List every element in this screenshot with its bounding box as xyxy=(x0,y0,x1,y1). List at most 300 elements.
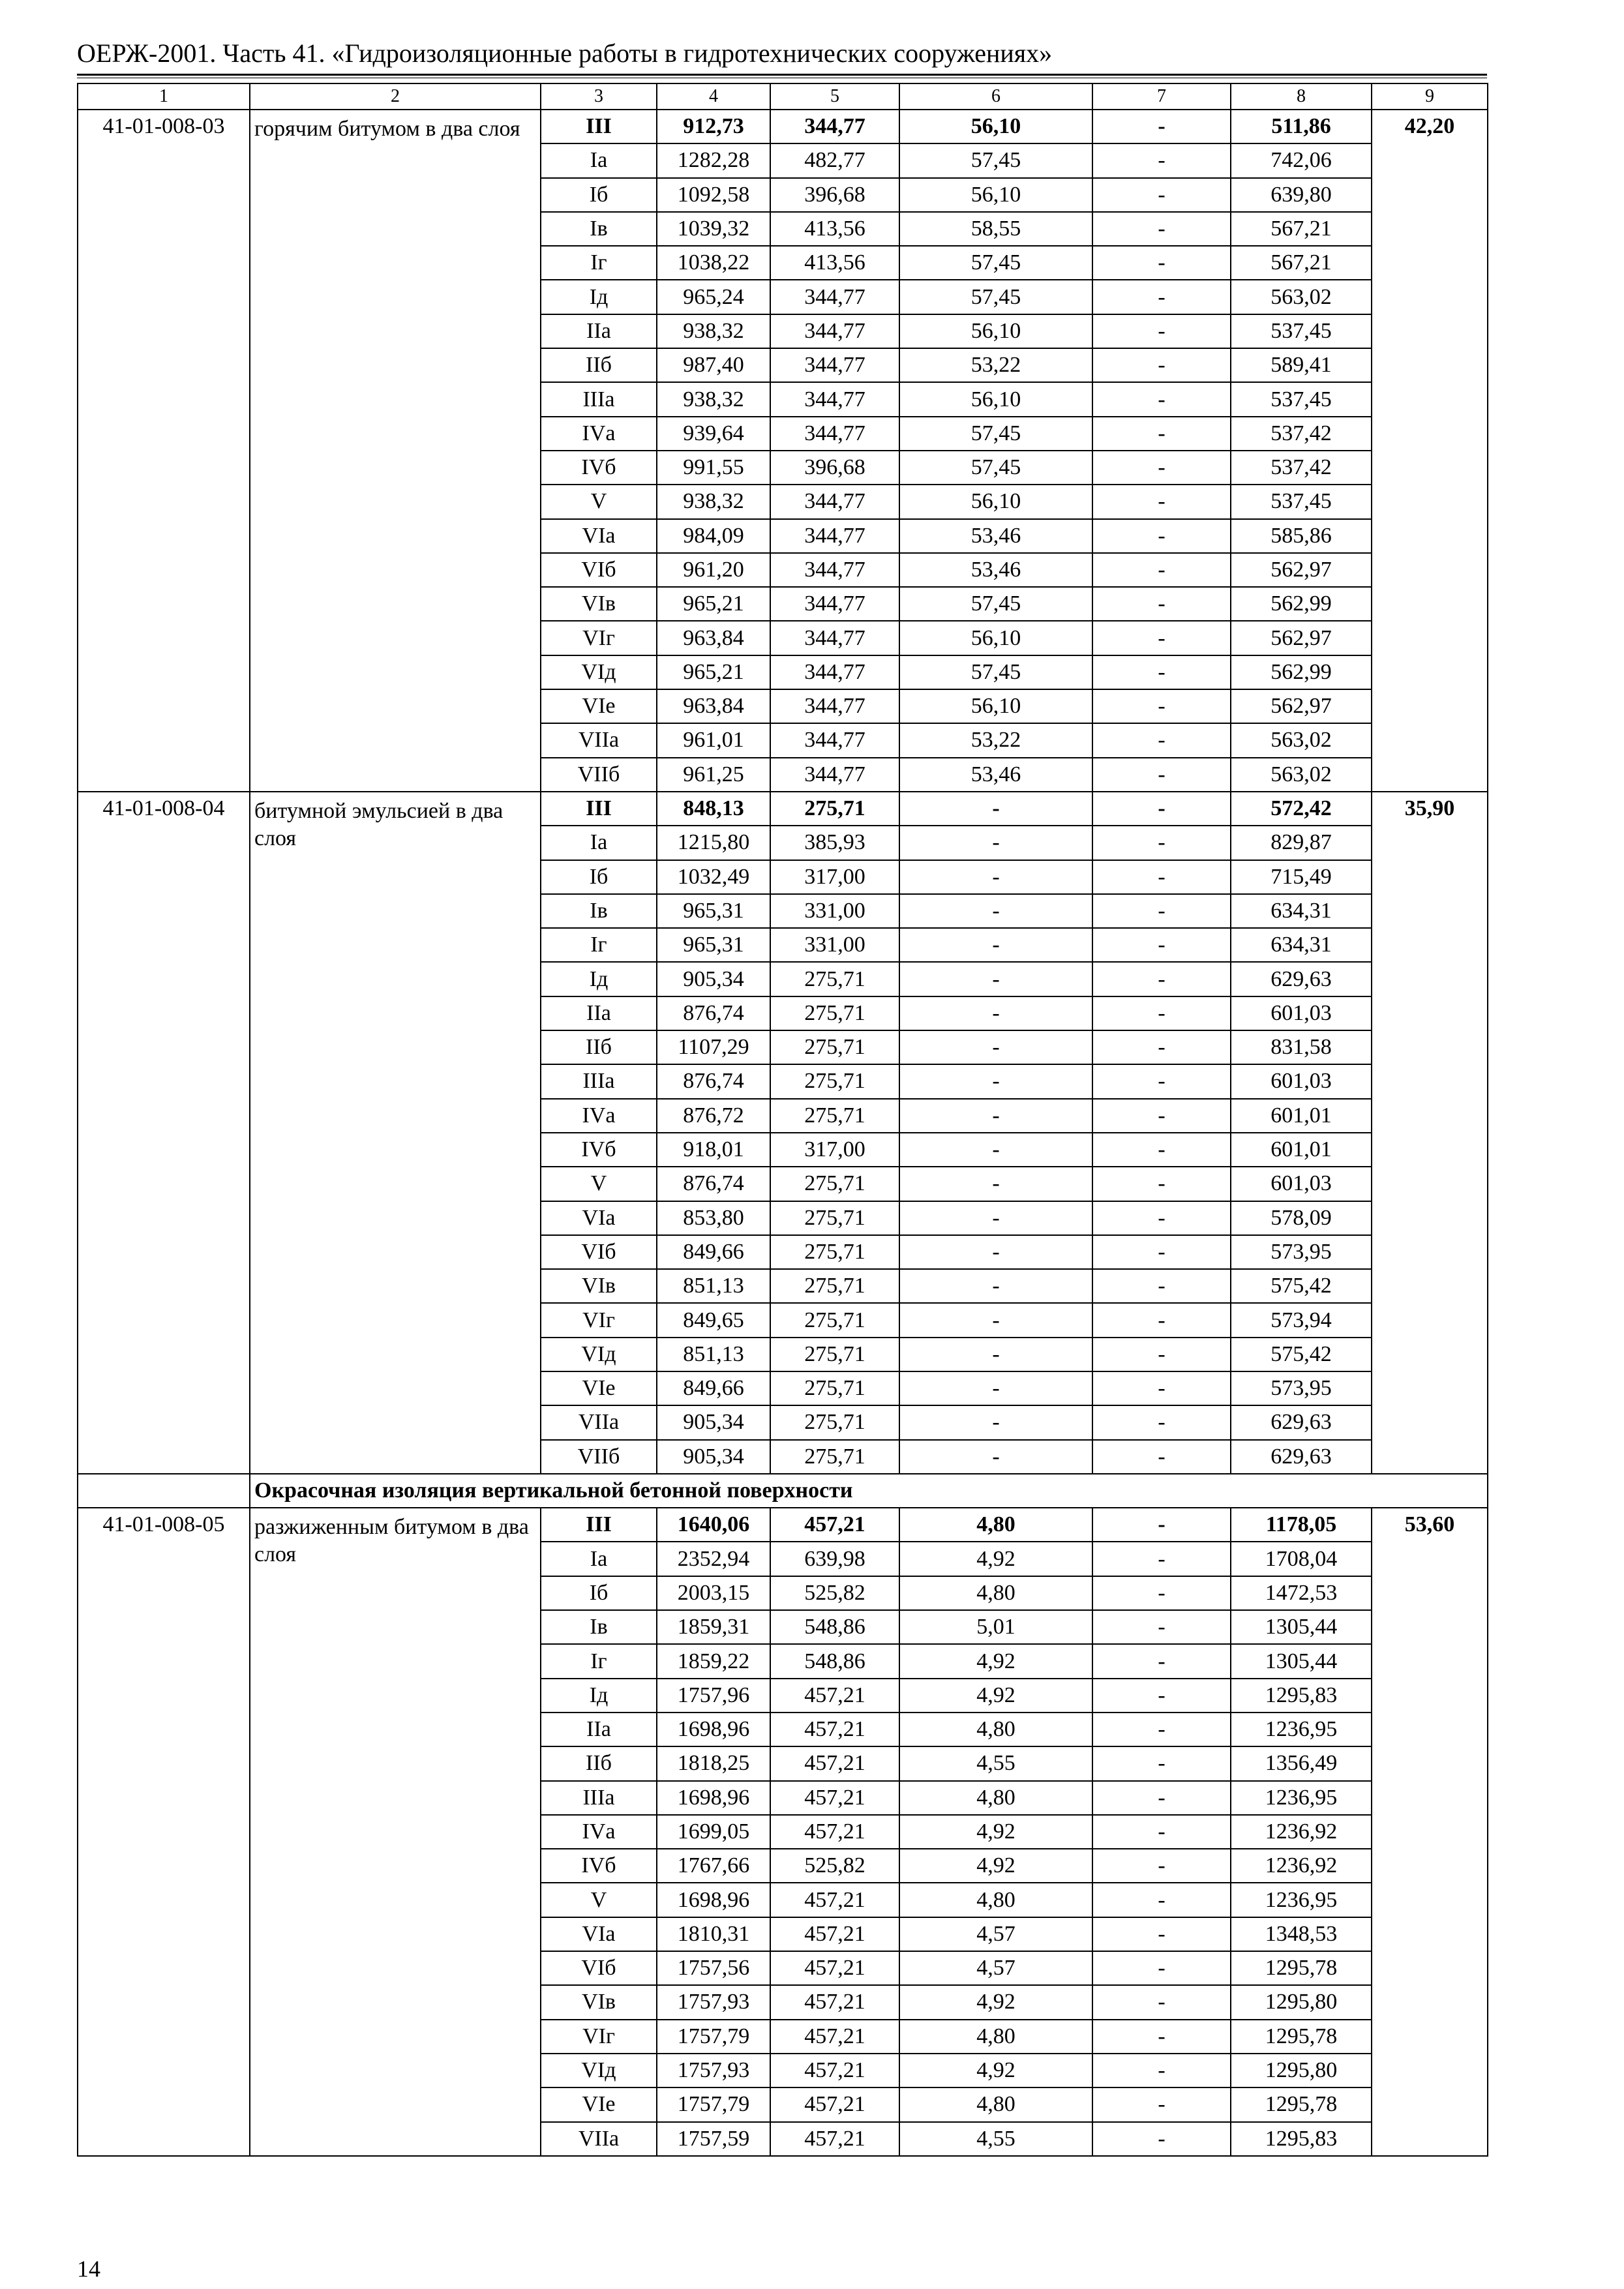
materials-cell: 589,41 xyxy=(1231,348,1372,382)
zone-cell: Iд xyxy=(541,280,657,314)
zone-cell: Iв xyxy=(541,212,657,246)
total-cost-cell: 1032,49 xyxy=(657,860,770,894)
wages-cell: 396,68 xyxy=(770,178,899,212)
total-cost-cell: 965,31 xyxy=(657,894,770,928)
materials-cell: 1472,53 xyxy=(1231,1576,1372,1610)
wages-cell: 275,71 xyxy=(770,1371,899,1405)
machinists-wages-cell: - xyxy=(1092,962,1231,996)
machines-cell: 4,92 xyxy=(899,2054,1092,2087)
rate-row-main xyxy=(78,792,1488,826)
zone-cell: VIв xyxy=(541,587,657,621)
machinists-wages-cell: - xyxy=(1092,1167,1231,1201)
materials-cell: 562,97 xyxy=(1231,689,1372,723)
wages-cell: 344,77 xyxy=(770,553,899,587)
wages-cell: 457,21 xyxy=(770,2087,899,2121)
machines-cell: - xyxy=(899,962,1092,996)
zone-cell: IVб xyxy=(541,451,657,485)
wages-cell: 457,21 xyxy=(770,1508,899,1542)
total-cost-cell: 1757,59 xyxy=(657,2122,770,2156)
wages-cell: 275,71 xyxy=(770,1201,899,1235)
zone-cell: VIIа xyxy=(541,1405,657,1439)
materials-cell: 1295,80 xyxy=(1231,2054,1372,2087)
total-cost-cell: 2003,15 xyxy=(657,1576,770,1610)
zone-cell: VIе xyxy=(541,689,657,723)
machines-cell: - xyxy=(899,1269,1092,1303)
materials-cell: 573,95 xyxy=(1231,1235,1372,1269)
rate-row-main xyxy=(78,1508,1488,1542)
wages-cell: 275,71 xyxy=(770,1440,899,1474)
total-cost-cell: 876,74 xyxy=(657,996,770,1030)
materials-cell: 1236,92 xyxy=(1231,1849,1372,1883)
machinists-wages-cell: - xyxy=(1092,382,1231,416)
wages-cell: 344,77 xyxy=(770,519,899,553)
materials-cell: 601,03 xyxy=(1231,1167,1372,1201)
wages-cell: 457,21 xyxy=(770,2054,899,2087)
materials-cell: 1708,04 xyxy=(1231,1542,1372,1576)
zone-cell: Iв xyxy=(541,1610,657,1644)
machinists-wages-cell: - xyxy=(1092,1440,1231,1474)
materials-cell: 1295,80 xyxy=(1231,1985,1372,2019)
wages-cell: 344,77 xyxy=(770,758,899,792)
machines-cell: 57,45 xyxy=(899,451,1092,485)
wages-cell: 548,86 xyxy=(770,1610,899,1644)
total-cost-cell: 984,09 xyxy=(657,519,770,553)
total-cost-cell: 853,80 xyxy=(657,1201,770,1235)
zone-cell: IVа xyxy=(541,1815,657,1849)
machinists-wages-cell: - xyxy=(1092,1133,1231,1167)
total-cost-cell: 965,21 xyxy=(657,655,770,689)
zone-cell: Iа xyxy=(541,143,657,177)
wages-cell: 344,77 xyxy=(770,485,899,518)
total-cost-cell: 1092,58 xyxy=(657,178,770,212)
rate-code: 41-01-008-04 xyxy=(78,792,250,1474)
wages-cell: 525,82 xyxy=(770,1576,899,1610)
materials-cell: 601,01 xyxy=(1231,1099,1372,1133)
total-cost-cell: 1757,93 xyxy=(657,1985,770,2019)
rate-row-main xyxy=(78,110,1488,143)
wages-cell: 457,21 xyxy=(770,1781,899,1815)
machines-cell: 56,10 xyxy=(899,621,1092,655)
wages-cell: 275,71 xyxy=(770,792,899,826)
zone-cell: IIIа xyxy=(541,1781,657,1815)
machines-cell: 4,55 xyxy=(899,2122,1092,2156)
zone-cell: VIIб xyxy=(541,758,657,792)
machines-cell: 57,45 xyxy=(899,587,1092,621)
materials-cell: 1295,83 xyxy=(1231,2122,1372,2156)
machinists-wages-cell: - xyxy=(1092,246,1231,280)
table-body xyxy=(78,83,1488,2156)
machines-cell: 58,55 xyxy=(899,212,1092,246)
materials-cell: 1305,44 xyxy=(1231,1644,1372,1678)
wages-cell: 548,86 xyxy=(770,1644,899,1678)
materials-cell: 573,94 xyxy=(1231,1303,1372,1337)
wages-cell: 331,00 xyxy=(770,894,899,928)
machines-cell: 56,10 xyxy=(899,314,1092,348)
zone-cell: VIе xyxy=(541,1371,657,1405)
wages-cell: 344,77 xyxy=(770,417,899,451)
machinists-wages-cell: - xyxy=(1092,1099,1231,1133)
zone-cell: Iд xyxy=(541,1679,657,1713)
machinists-wages-cell: - xyxy=(1092,723,1231,757)
machinists-wages-cell: - xyxy=(1092,1644,1231,1678)
materials-cell: 585,86 xyxy=(1231,519,1372,553)
wages-cell: 344,77 xyxy=(770,587,899,621)
zone-cell: VIб xyxy=(541,1235,657,1269)
wages-cell: 396,68 xyxy=(770,451,899,485)
labor-cost-cell: 35,90 xyxy=(1372,792,1488,1474)
zone-cell: VIб xyxy=(541,1951,657,1985)
zone-cell: IVа xyxy=(541,1099,657,1133)
wages-cell: 457,21 xyxy=(770,1985,899,2019)
materials-cell: 537,42 xyxy=(1231,451,1372,485)
column-number: 2 xyxy=(250,83,541,110)
wages-cell: 275,71 xyxy=(770,1030,899,1064)
wages-cell: 275,71 xyxy=(770,1235,899,1269)
total-cost-cell: 2352,94 xyxy=(657,1542,770,1576)
zone-cell: VIа xyxy=(541,1201,657,1235)
zone-cell: IIб xyxy=(541,1030,657,1064)
materials-cell: 511,86 xyxy=(1231,110,1372,143)
machines-cell: 56,10 xyxy=(899,689,1092,723)
materials-cell: 563,02 xyxy=(1231,758,1372,792)
total-cost-cell: 1640,06 xyxy=(657,1508,770,1542)
machinists-wages-cell: - xyxy=(1092,621,1231,655)
total-cost-cell: 876,74 xyxy=(657,1064,770,1098)
machinists-wages-cell: - xyxy=(1092,1746,1231,1780)
machinists-wages-cell: - xyxy=(1092,792,1231,826)
total-cost-cell: 938,32 xyxy=(657,485,770,518)
zone-cell: V xyxy=(541,485,657,518)
materials-cell: 1305,44 xyxy=(1231,1610,1372,1644)
machinists-wages-cell: - xyxy=(1092,689,1231,723)
machinists-wages-cell: - xyxy=(1092,1338,1231,1371)
materials-cell: 715,49 xyxy=(1231,860,1372,894)
wages-cell: 457,21 xyxy=(770,1679,899,1713)
wages-cell: 344,77 xyxy=(770,723,899,757)
total-cost-cell: 1282,28 xyxy=(657,143,770,177)
materials-cell: 575,42 xyxy=(1231,1269,1372,1303)
machines-cell: - xyxy=(899,826,1092,860)
zone-cell: IIб xyxy=(541,1746,657,1780)
machines-cell: - xyxy=(899,1303,1092,1337)
materials-cell: 537,45 xyxy=(1231,485,1372,518)
section-title: Окрасочная изоляция вертикальной бетонной поверхности xyxy=(250,1474,1488,1508)
total-cost-cell: 918,01 xyxy=(657,1133,770,1167)
zone-cell: Iг xyxy=(541,246,657,280)
machines-cell: - xyxy=(899,1338,1092,1371)
machines-cell: - xyxy=(899,1440,1092,1474)
machinists-wages-cell: - xyxy=(1092,894,1231,928)
machines-cell: 56,10 xyxy=(899,382,1092,416)
materials-cell: 1295,83 xyxy=(1231,1679,1372,1713)
page-number: 14 xyxy=(77,2256,100,2282)
column-number: 9 xyxy=(1372,83,1488,110)
materials-cell: 563,02 xyxy=(1231,280,1372,314)
wages-cell: 344,77 xyxy=(770,689,899,723)
machinists-wages-cell: - xyxy=(1092,587,1231,621)
total-cost-cell: 912,73 xyxy=(657,110,770,143)
machines-cell: - xyxy=(899,1099,1092,1133)
wages-cell: 317,00 xyxy=(770,1133,899,1167)
machinists-wages-cell: - xyxy=(1092,1508,1231,1542)
total-cost-cell: 849,65 xyxy=(657,1303,770,1337)
machines-cell: 4,92 xyxy=(899,1679,1092,1713)
machines-cell: - xyxy=(899,1133,1092,1167)
total-cost-cell: 876,72 xyxy=(657,1099,770,1133)
materials-cell: 575,42 xyxy=(1231,1338,1372,1371)
labor-cost-cell: 53,60 xyxy=(1372,1508,1488,2156)
materials-cell: 562,97 xyxy=(1231,621,1372,655)
zone-cell: Iг xyxy=(541,1644,657,1678)
materials-cell: 601,01 xyxy=(1231,1133,1372,1167)
page-header: ОЕРЖ-2001. Часть 41. «Гидроизоляционные работы в гидротехнических сооружениях» xyxy=(77,38,1053,68)
total-cost-cell: 1039,32 xyxy=(657,212,770,246)
materials-cell: 562,99 xyxy=(1231,587,1372,621)
zone-cell: IVа xyxy=(541,417,657,451)
total-cost-cell: 1107,29 xyxy=(657,1030,770,1064)
column-number: 5 xyxy=(770,83,899,110)
machines-cell: - xyxy=(899,860,1092,894)
wages-cell: 344,77 xyxy=(770,110,899,143)
zone-cell: Iб xyxy=(541,860,657,894)
machinists-wages-cell: - xyxy=(1092,451,1231,485)
total-cost-cell: 848,13 xyxy=(657,792,770,826)
wages-cell: 413,56 xyxy=(770,246,899,280)
header-rule-thick xyxy=(77,74,1487,76)
machinists-wages-cell: - xyxy=(1092,1371,1231,1405)
wages-cell: 275,71 xyxy=(770,1303,899,1337)
machines-cell: 57,45 xyxy=(899,143,1092,177)
zone-cell: Iв xyxy=(541,894,657,928)
materials-cell: 537,42 xyxy=(1231,417,1372,451)
machines-cell: 4,80 xyxy=(899,1713,1092,1746)
machines-cell: 57,45 xyxy=(899,655,1092,689)
machines-cell: - xyxy=(899,1064,1092,1098)
machinists-wages-cell: - xyxy=(1092,1576,1231,1610)
materials-cell: 742,06 xyxy=(1231,143,1372,177)
machinists-wages-cell: - xyxy=(1092,519,1231,553)
total-cost-cell: 1859,22 xyxy=(657,1644,770,1678)
machinists-wages-cell: - xyxy=(1092,1542,1231,1576)
machinists-wages-cell: - xyxy=(1092,1030,1231,1064)
rate-name: разжиженным битумом в два слоя xyxy=(250,1508,541,2156)
zone-cell: VIг xyxy=(541,1303,657,1337)
total-cost-cell: 1215,80 xyxy=(657,826,770,860)
machines-cell: 4,57 xyxy=(899,1917,1092,1951)
zone-cell: VIд xyxy=(541,2054,657,2087)
section-gap xyxy=(78,1474,250,1508)
zone-cell: Iб xyxy=(541,1576,657,1610)
total-cost-cell: 1757,79 xyxy=(657,2087,770,2121)
zone-cell: VIв xyxy=(541,1269,657,1303)
machinists-wages-cell: - xyxy=(1092,860,1231,894)
total-cost-cell: 849,66 xyxy=(657,1371,770,1405)
materials-cell: 1356,49 xyxy=(1231,1746,1372,1780)
machinists-wages-cell: - xyxy=(1092,1917,1231,1951)
wages-cell: 457,21 xyxy=(770,1917,899,1951)
total-cost-cell: 963,84 xyxy=(657,689,770,723)
total-cost-cell: 1757,96 xyxy=(657,1679,770,1713)
column-number: 8 xyxy=(1231,83,1372,110)
total-cost-cell: 965,31 xyxy=(657,928,770,962)
total-cost-cell: 1757,79 xyxy=(657,2020,770,2054)
machines-cell: - xyxy=(899,1201,1092,1235)
materials-cell: 639,80 xyxy=(1231,178,1372,212)
wages-cell: 275,71 xyxy=(770,1167,899,1201)
machines-cell: 4,80 xyxy=(899,1576,1092,1610)
wages-cell: 331,00 xyxy=(770,928,899,962)
total-cost-cell: 965,24 xyxy=(657,280,770,314)
column-number-row xyxy=(78,83,1488,110)
machines-cell: 56,10 xyxy=(899,485,1092,518)
materials-cell: 601,03 xyxy=(1231,996,1372,1030)
machines-cell: 57,45 xyxy=(899,417,1092,451)
wages-cell: 275,71 xyxy=(770,1099,899,1133)
machines-cell: 4,80 xyxy=(899,2020,1092,2054)
wages-cell: 275,71 xyxy=(770,962,899,996)
zone-cell: III xyxy=(541,792,657,826)
wages-cell: 344,77 xyxy=(770,314,899,348)
wages-cell: 639,98 xyxy=(770,1542,899,1576)
machinists-wages-cell: - xyxy=(1092,178,1231,212)
zone-cell: IIа xyxy=(541,314,657,348)
machines-cell: - xyxy=(899,1167,1092,1201)
total-cost-cell: 961,01 xyxy=(657,723,770,757)
machinists-wages-cell: - xyxy=(1092,280,1231,314)
labor-cost-cell: 42,20 xyxy=(1372,110,1488,792)
machinists-wages-cell: - xyxy=(1092,212,1231,246)
machines-cell: 53,22 xyxy=(899,348,1092,382)
rate-code: 41-01-008-03 xyxy=(78,110,250,792)
materials-cell: 567,21 xyxy=(1231,246,1372,280)
zone-cell: VIг xyxy=(541,621,657,655)
total-cost-cell: 851,13 xyxy=(657,1338,770,1371)
machines-cell: 53,22 xyxy=(899,723,1092,757)
total-cost-cell: 961,20 xyxy=(657,553,770,587)
total-cost-cell: 1810,31 xyxy=(657,1917,770,1951)
machinists-wages-cell: - xyxy=(1092,110,1231,143)
materials-cell: 1295,78 xyxy=(1231,2020,1372,2054)
machines-cell: - xyxy=(899,792,1092,826)
total-cost-cell: 1698,96 xyxy=(657,1781,770,1815)
wages-cell: 275,71 xyxy=(770,1338,899,1371)
total-cost-cell: 1767,66 xyxy=(657,1849,770,1883)
total-cost-cell: 1757,56 xyxy=(657,1951,770,1985)
machines-cell: 4,80 xyxy=(899,1883,1092,1917)
machines-cell: 4,55 xyxy=(899,1746,1092,1780)
zone-cell: Iа xyxy=(541,1542,657,1576)
zone-cell: Iа xyxy=(541,826,657,860)
zone-cell: VIIа xyxy=(541,2122,657,2156)
wages-cell: 482,77 xyxy=(770,143,899,177)
total-cost-cell: 1698,96 xyxy=(657,1713,770,1746)
wages-cell: 457,21 xyxy=(770,1746,899,1780)
machines-cell: 5,01 xyxy=(899,1610,1092,1644)
materials-cell: 1236,95 xyxy=(1231,1883,1372,1917)
materials-cell: 578,09 xyxy=(1231,1201,1372,1235)
machinists-wages-cell: - xyxy=(1092,553,1231,587)
zone-cell: IVб xyxy=(541,1849,657,1883)
machinists-wages-cell: - xyxy=(1092,1883,1231,1917)
materials-cell: 629,63 xyxy=(1231,962,1372,996)
machinists-wages-cell: - xyxy=(1092,826,1231,860)
wages-cell: 275,71 xyxy=(770,996,899,1030)
materials-cell: 831,58 xyxy=(1231,1030,1372,1064)
column-number: 1 xyxy=(78,83,250,110)
machinists-wages-cell: - xyxy=(1092,485,1231,518)
materials-cell: 1178,05 xyxy=(1231,1508,1372,1542)
wages-cell: 275,71 xyxy=(770,1269,899,1303)
total-cost-cell: 963,84 xyxy=(657,621,770,655)
column-number: 7 xyxy=(1092,83,1231,110)
zone-cell: VIа xyxy=(541,1917,657,1951)
wages-cell: 413,56 xyxy=(770,212,899,246)
total-cost-cell: 1699,05 xyxy=(657,1815,770,1849)
materials-cell: 634,31 xyxy=(1231,928,1372,962)
machines-cell: - xyxy=(899,1235,1092,1269)
column-number: 6 xyxy=(899,83,1092,110)
machines-cell: - xyxy=(899,1371,1092,1405)
machines-cell: - xyxy=(899,996,1092,1030)
wages-cell: 457,21 xyxy=(770,1815,899,1849)
zone-cell: V xyxy=(541,1167,657,1201)
machines-cell: 4,80 xyxy=(899,2087,1092,2121)
materials-cell: 563,02 xyxy=(1231,723,1372,757)
section-row xyxy=(78,1474,1488,1508)
wages-cell: 457,21 xyxy=(770,2020,899,2054)
zone-cell: VIIа xyxy=(541,723,657,757)
machinists-wages-cell: - xyxy=(1092,1713,1231,1746)
zone-cell: Iб xyxy=(541,178,657,212)
materials-cell: 1236,95 xyxy=(1231,1713,1372,1746)
zone-cell: IIа xyxy=(541,996,657,1030)
zone-cell: VIа xyxy=(541,519,657,553)
total-cost-cell: 938,32 xyxy=(657,382,770,416)
machinists-wages-cell: - xyxy=(1092,1405,1231,1439)
zone-cell: III xyxy=(541,1508,657,1542)
total-cost-cell: 939,64 xyxy=(657,417,770,451)
rate-name: битумной эмульсией в два слоя xyxy=(250,792,541,1474)
zone-cell: VIв xyxy=(541,1985,657,2019)
machinists-wages-cell: - xyxy=(1092,1781,1231,1815)
machinists-wages-cell: - xyxy=(1092,655,1231,689)
machines-cell: - xyxy=(899,1405,1092,1439)
machinists-wages-cell: - xyxy=(1092,1201,1231,1235)
machines-cell: 4,92 xyxy=(899,1849,1092,1883)
machines-cell: 56,10 xyxy=(899,110,1092,143)
materials-cell: 1236,95 xyxy=(1231,1781,1372,1815)
machinists-wages-cell: - xyxy=(1092,417,1231,451)
machinists-wages-cell: - xyxy=(1092,348,1231,382)
machinists-wages-cell: - xyxy=(1092,1679,1231,1713)
materials-cell: 629,63 xyxy=(1231,1405,1372,1439)
wages-cell: 344,77 xyxy=(770,382,899,416)
column-number: 4 xyxy=(657,83,770,110)
total-cost-cell: 1038,22 xyxy=(657,246,770,280)
total-cost-cell: 905,34 xyxy=(657,1405,770,1439)
machines-cell: - xyxy=(899,1030,1092,1064)
machinists-wages-cell: - xyxy=(1092,996,1231,1030)
wages-cell: 275,71 xyxy=(770,1405,899,1439)
materials-cell: 601,03 xyxy=(1231,1064,1372,1098)
machinists-wages-cell: - xyxy=(1092,1985,1231,2019)
machinists-wages-cell: - xyxy=(1092,758,1231,792)
machines-cell: 4,80 xyxy=(899,1781,1092,1815)
total-cost-cell: 849,66 xyxy=(657,1235,770,1269)
wages-cell: 344,77 xyxy=(770,280,899,314)
wages-cell: 457,21 xyxy=(770,2122,899,2156)
machines-cell: 57,45 xyxy=(899,246,1092,280)
